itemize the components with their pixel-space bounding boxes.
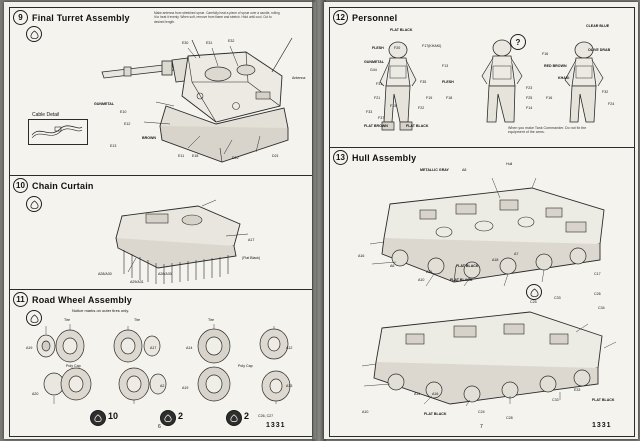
qty-label-3: 2 bbox=[244, 411, 250, 421]
panel-step-11 bbox=[9, 289, 313, 437]
left-page-code: 1331 bbox=[266, 422, 286, 429]
qty-marker-1 bbox=[90, 410, 106, 426]
part-a16: A16 bbox=[358, 254, 365, 258]
step-10-number: 10 bbox=[13, 178, 28, 193]
part-c33: C33 bbox=[554, 296, 561, 300]
part-c33-2: C33 bbox=[552, 398, 559, 402]
color-flat-black-1: FLAT BLACK bbox=[390, 28, 413, 32]
part-label-a17: A17 bbox=[248, 238, 255, 242]
part-f25: F25 bbox=[526, 96, 533, 100]
part-label-a14: A14 bbox=[186, 346, 193, 350]
color-flat-black-3: FLAT BLACK bbox=[450, 278, 473, 282]
part-f18: F18 bbox=[446, 96, 453, 100]
part-label-a20: A20 bbox=[32, 392, 39, 396]
qty-marker-3 bbox=[226, 410, 242, 426]
part-label-flat-black-note: (Flat Black) bbox=[242, 256, 261, 260]
part-f13: F13 bbox=[442, 64, 449, 68]
color-metallic-gray: METALLIC GRAY bbox=[420, 168, 449, 172]
step-9-number: 9 bbox=[13, 10, 28, 25]
qty-label-2: 2 bbox=[178, 411, 184, 421]
step-9-note: Make antenna from stretched sprue. Carefully heat a piece of sprue over a candle, rolling it to heat it evenly. When soft, remove from flame and stretch. Hold until cool. Cut to desired length. bbox=[154, 11, 280, 24]
right-instruction-sheet bbox=[324, 2, 638, 439]
part-label-brown: BROWN bbox=[142, 136, 156, 140]
part-label-e30: E30 bbox=[182, 41, 189, 45]
panel-step-9 bbox=[9, 7, 313, 177]
part-e33: E33 bbox=[574, 388, 581, 392]
part-f20: F20 bbox=[394, 46, 401, 50]
part-label-a13: A13 bbox=[286, 384, 293, 388]
part-label-e10: E10 bbox=[120, 110, 127, 114]
part-f33: F33 bbox=[366, 110, 373, 114]
question-mark-icon: ? bbox=[515, 37, 521, 47]
part-a11: A11 bbox=[426, 270, 433, 274]
part-f14: F14 bbox=[526, 106, 533, 110]
step-10-header bbox=[10, 178, 94, 193]
part-label-a19-2: A19 bbox=[182, 386, 189, 390]
part-f35: F35 bbox=[420, 80, 427, 84]
color-flat-black-4: FLAT BLACK bbox=[456, 264, 479, 268]
hull-lower-drawing bbox=[354, 298, 622, 408]
part-f16-2: F16 bbox=[546, 96, 553, 100]
step-9-title: Final Turret Assembly bbox=[32, 12, 130, 23]
part-label-e31: E31 bbox=[206, 41, 213, 45]
panel-step-12 bbox=[329, 7, 635, 149]
part-a8: A8 bbox=[462, 168, 467, 172]
step-10-title: Chain Curtain bbox=[32, 180, 94, 191]
part-a16-2: A16 bbox=[432, 392, 439, 396]
part-f17-khaki: F17(KHAKI) bbox=[422, 44, 442, 48]
part-f19: F19 bbox=[426, 96, 433, 100]
color-flat-black-5: FLAT BLACK bbox=[592, 398, 615, 402]
part-label-d21: D21 bbox=[272, 154, 279, 158]
step-12-note: When you make Tank Commander. Do not fix the equipment of the arms. bbox=[508, 126, 587, 135]
glue-marker-icon-4 bbox=[526, 284, 542, 300]
part-c17: C17 bbox=[594, 272, 601, 276]
part-label-a28-a30-top: A28/A30 bbox=[98, 272, 112, 276]
part-c28: C28 bbox=[506, 416, 513, 420]
part-label-a29-a31: A29/A31 bbox=[130, 280, 144, 284]
part-label-d22: D22 bbox=[232, 156, 239, 160]
part-label-gunmetal: GUNMETAL bbox=[94, 102, 115, 106]
step-13-title: Hull Assembly bbox=[352, 152, 417, 163]
part-f23: F23 bbox=[526, 86, 533, 90]
part-f15: F15 bbox=[390, 104, 397, 108]
part-a6: A6 bbox=[390, 264, 395, 268]
part-label-poly-cap-1: Poly Cap bbox=[66, 364, 81, 368]
step-13-number: 13 bbox=[333, 150, 348, 165]
part-a7: A7 bbox=[514, 252, 519, 256]
step-9-header bbox=[10, 10, 130, 25]
cable-detail-caption: Cable Detail bbox=[32, 112, 60, 118]
part-label-tire-3: Tire bbox=[208, 318, 215, 322]
personnel-figure-3 bbox=[556, 38, 614, 138]
glue-marker-icon bbox=[26, 26, 42, 42]
personnel-figure-1 bbox=[370, 38, 428, 138]
color-red-brown: RED BROWN bbox=[544, 64, 567, 68]
part-label-a28-a30-bottom: A28/A30 bbox=[158, 272, 172, 276]
color-flat-black-6: FLAT BLACK bbox=[424, 412, 447, 416]
part-c25: C25 bbox=[530, 300, 537, 304]
color-gunmetal: GUNMETAL bbox=[364, 60, 385, 64]
part-f24: F24 bbox=[608, 102, 615, 106]
panel-step-13 bbox=[329, 147, 635, 437]
part-f16: F16 bbox=[542, 52, 549, 56]
part-label-e13: E13 bbox=[110, 144, 117, 148]
part-f22: F22 bbox=[418, 106, 425, 110]
color-flesh-2: FLESH bbox=[442, 80, 454, 84]
cable-detail-drawing bbox=[30, 121, 84, 141]
step-11-number: 11 bbox=[13, 292, 28, 307]
part-label-e11: E11 bbox=[178, 154, 185, 158]
part-a11-2: A11 bbox=[414, 392, 421, 396]
part-label-a12: A12 bbox=[286, 346, 293, 350]
chain-curtain-drawing bbox=[106, 194, 256, 286]
color-flat-brown: FLAT BROWN bbox=[364, 124, 388, 128]
glue-marker-icon-2 bbox=[26, 196, 42, 212]
part-label-c26-c27: C26, C27 bbox=[258, 414, 274, 418]
right-sheet-border bbox=[329, 7, 633, 434]
part-hull: Hull bbox=[506, 162, 513, 166]
left-sheet-border bbox=[9, 7, 311, 434]
part-c34: C34 bbox=[598, 306, 605, 310]
color-clear-blue: CLEAR BLUE bbox=[586, 24, 610, 28]
step-11-title: Road Wheel Assembly bbox=[32, 294, 132, 305]
left-instruction-sheet bbox=[4, 2, 316, 439]
color-khaki: KHAKI bbox=[558, 76, 570, 80]
left-page-number: 6 bbox=[158, 424, 161, 430]
step-12-header bbox=[330, 10, 397, 25]
color-flesh-1: FLESH bbox=[372, 46, 384, 50]
step-11-header bbox=[10, 292, 132, 307]
part-a10: A10 bbox=[418, 278, 425, 282]
color-olive-drab: OLIVE DRAB bbox=[588, 48, 611, 52]
right-page-code: 1331 bbox=[592, 422, 612, 429]
part-g44: G44 bbox=[370, 68, 377, 72]
part-label-a2: A2 bbox=[160, 384, 165, 388]
qty-label-1: 10 bbox=[108, 411, 119, 421]
color-flat-black-2: FLAT BLACK bbox=[406, 124, 429, 128]
part-c24: C24 bbox=[478, 410, 485, 414]
part-f31: F31 bbox=[376, 82, 383, 86]
qty-marker-2 bbox=[160, 410, 176, 426]
right-page-number: 7 bbox=[480, 424, 483, 430]
part-label-tire-2: Tire bbox=[134, 318, 141, 322]
part-label-e18: E18 bbox=[192, 154, 199, 158]
part-label-e12: E12 bbox=[124, 122, 131, 126]
part-f21: F21 bbox=[374, 96, 381, 100]
part-label-a17-wheel: A17 bbox=[150, 346, 157, 350]
part-label-tire-1: Tire bbox=[64, 318, 71, 322]
part-label-antenna: Antenna bbox=[292, 76, 306, 80]
step-12-number: 12 bbox=[333, 10, 348, 25]
part-a10-2: A10 bbox=[362, 410, 369, 414]
personnel-figure-2 bbox=[474, 36, 532, 136]
part-label-a19: A19 bbox=[26, 346, 33, 350]
panel-step-10 bbox=[9, 175, 313, 291]
part-c26: C26 bbox=[594, 292, 601, 296]
part-label-poly-cap-2: Poly Cap bbox=[238, 364, 253, 368]
step-11-note: Notice marks on outer tires only. bbox=[72, 308, 130, 313]
part-f37: F37 bbox=[378, 116, 385, 120]
step-13-header bbox=[330, 150, 416, 165]
part-a18: A18 bbox=[492, 258, 499, 262]
turret-assembly-drawing bbox=[96, 36, 296, 166]
part-f32: F32 bbox=[602, 90, 609, 94]
hull-upper-drawing bbox=[360, 170, 622, 288]
step-12-title: Personnel bbox=[352, 12, 398, 23]
part-label-e32: E32 bbox=[228, 39, 235, 43]
